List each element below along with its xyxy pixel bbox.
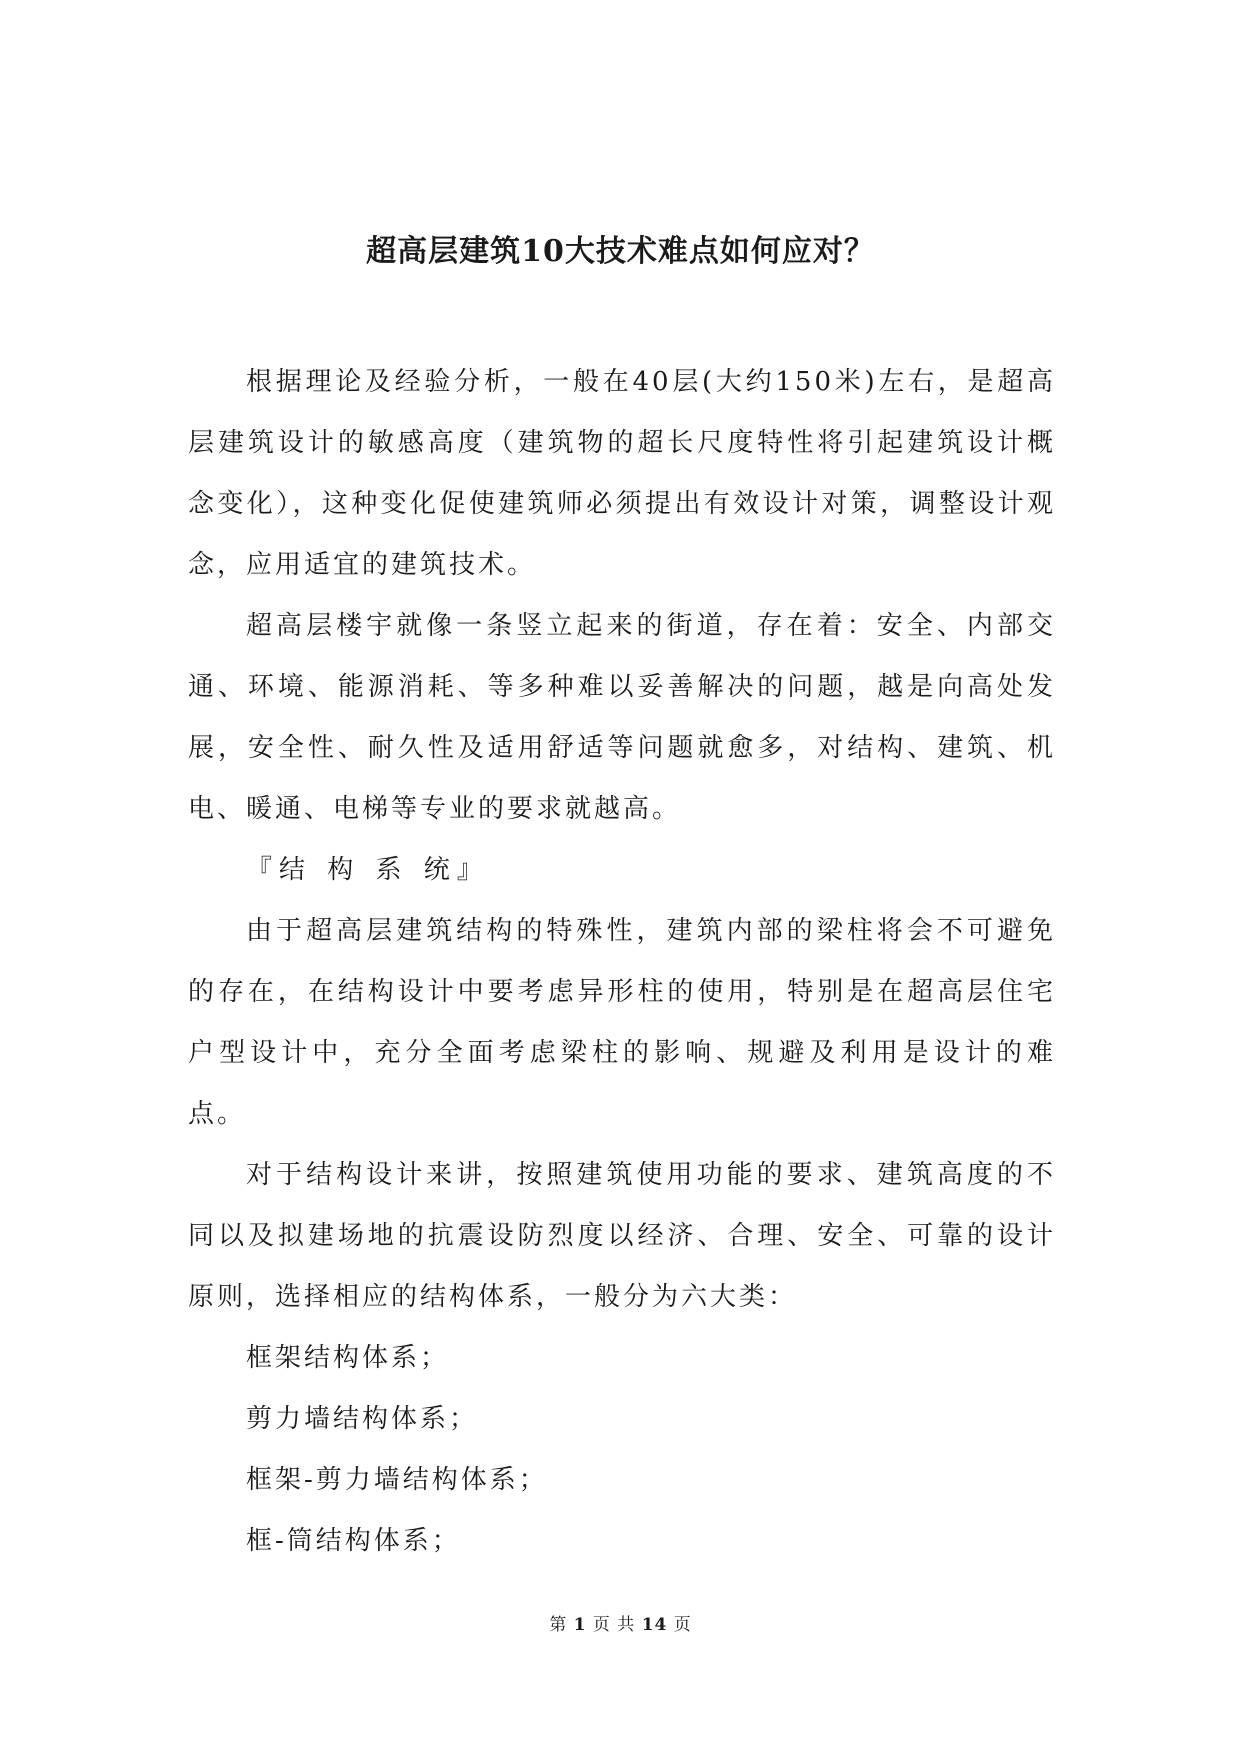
footer-suffix: 页: [673, 1615, 692, 1635]
footer-middle: 页 共: [592, 1615, 636, 1635]
paragraph: 根据理论及经验分析，一般在40层(大约150米)左右，是超高层建筑设计的敏感高度（建筑物的超长尺度特性将引起建筑设计概念变化），这种变化促使建筑师必须提出有效设计对策，调整设计观念，应用适宜的建筑技术。: [188, 367, 1056, 580]
paragraph: 对于结构设计来讲，按照建筑使用功能的要求、建筑高度的不同以及拟建场地的抗震设防烈度以经济、合理、安全、可靠的设计原则，选择相应的结构体系，一般分为六大类：: [188, 1160, 1056, 1312]
paragraph: 由于超高层建筑结构的特殊性，建筑内部的梁柱将会不可避免的存在，在结构设计中要考虑异形柱的使用，特别是在超高层住宅户型设计中，充分全面考虑梁柱的影响、规避及利用是设计的难点。: [188, 916, 1056, 1129]
page-footer: [0, 1610, 1241, 1635]
document-title: 超高层建筑10大技术难点如何应对？: [366, 234, 875, 269]
footer-prefix: 第: [549, 1615, 568, 1635]
paragraph: 超高层楼宇就像一条竖立起来的街道，存在着：安全、内部交通、环境、能源消耗、等多种难以妥善解决的问题，越是向高处发展，安全性、耐久性及适用舒适等问题就愈多，对结构、建筑、机电、暖通、电梯等专业的要求就越高。: [188, 611, 1056, 824]
list-item: 框架-剪力墙结构体系；: [246, 1465, 548, 1495]
list-item: 框架结构体系；: [246, 1343, 450, 1373]
page-total: 14: [641, 1615, 668, 1635]
list-item: 剪力墙结构体系；: [246, 1404, 479, 1434]
document-body: [188, 352, 1056, 1572]
page-number: 1: [573, 1615, 587, 1635]
list-item: 框-筒结构体系；: [246, 1526, 461, 1556]
section-heading: 『结 构 系 统』: [246, 855, 490, 885]
